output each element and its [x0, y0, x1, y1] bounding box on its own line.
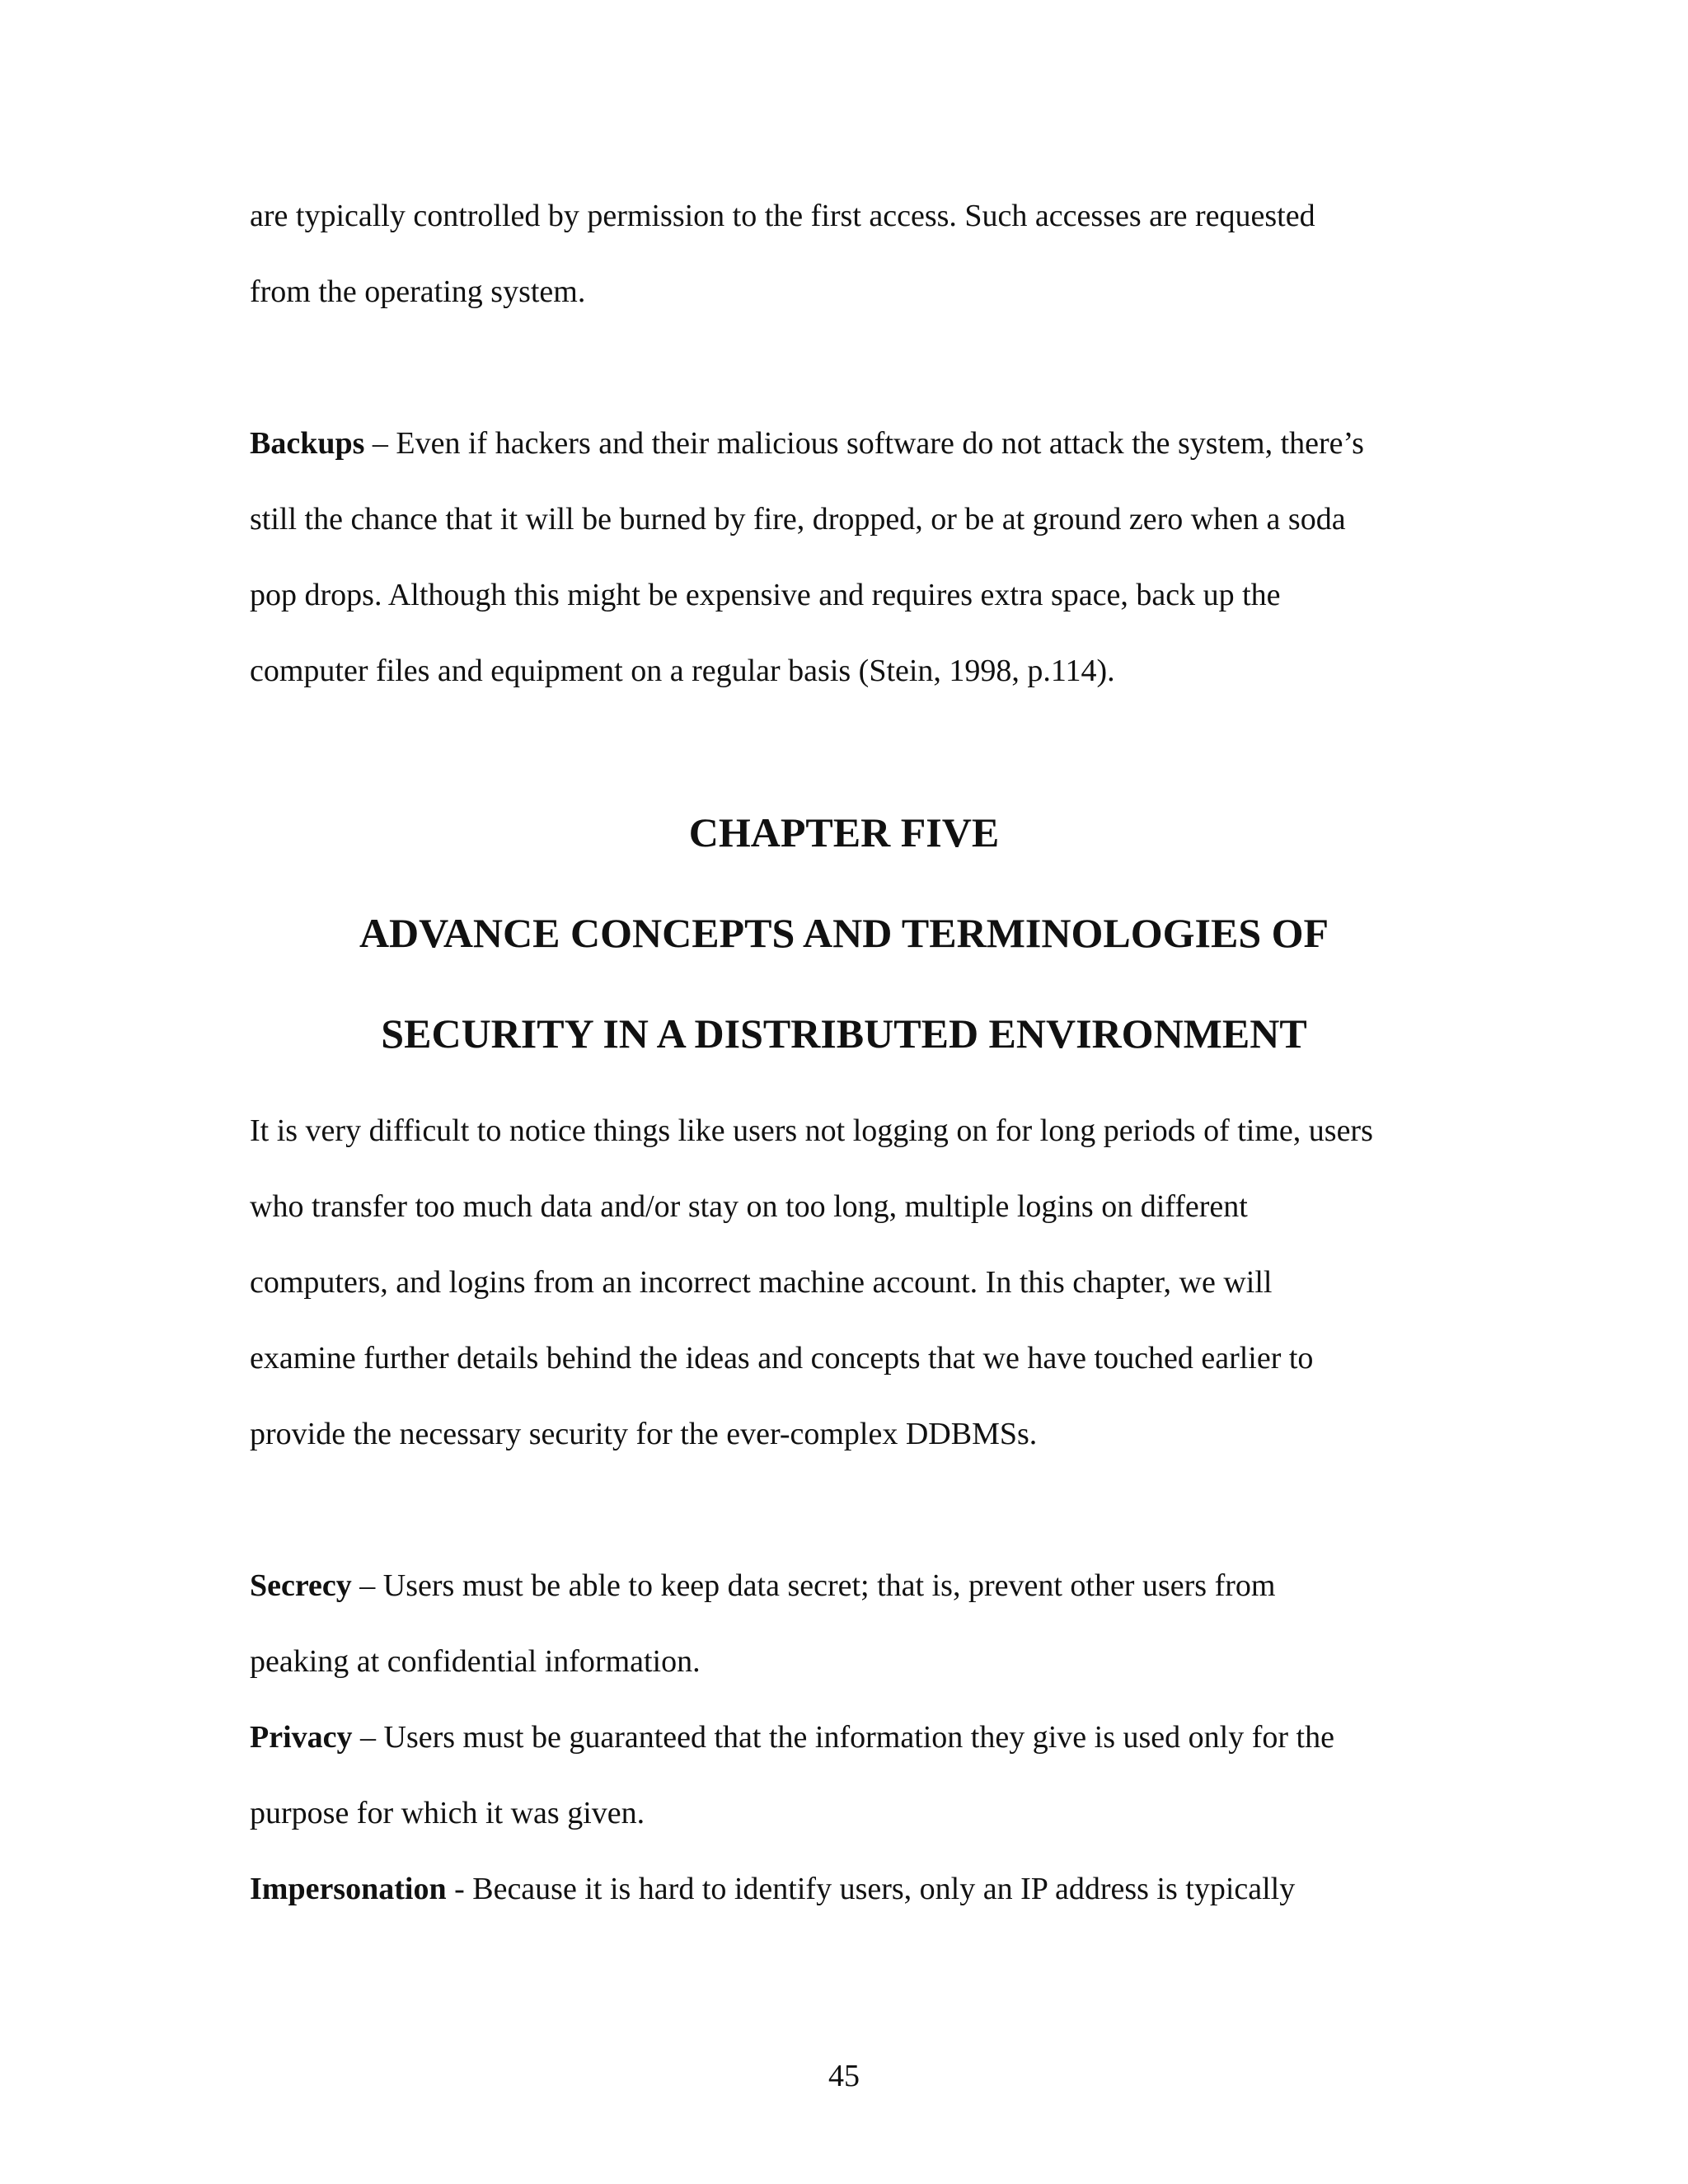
backups-line-1 — [250, 424, 1364, 463]
backups-text: – Even if hackers and their malicious software do not attack the system, there’s — [364, 426, 1364, 461]
backups-term: Backups — [250, 426, 365, 461]
secrecy-term: Secrecy — [250, 1568, 352, 1603]
page-number: 45 — [828, 2059, 860, 2093]
privacy-line-1 — [250, 1718, 1334, 1757]
intro-line-2: who transfer too much data and/or stay on too long, multiple logins on different — [250, 1189, 1248, 1224]
intro-line-4: examine further details behind the ideas and concepts that we have touched earlier to — [250, 1341, 1314, 1376]
continuation-line-2: from the operating system. — [250, 274, 586, 309]
secrecy-line-1 — [250, 1566, 1275, 1605]
privacy-line-2: purpose for which it was given. — [250, 1796, 645, 1830]
intro-line-5: provide the necessary security for the ever-complex DDBMSs. — [250, 1417, 1038, 1451]
intro-line-1: It is very difficult to notice things like users not logging on for long periods of time, users — [250, 1113, 1373, 1148]
privacy-term: Privacy — [250, 1720, 353, 1755]
secrecy-line-2: peaking at confidential information. — [250, 1644, 701, 1679]
intro-line-3: computers, and logins from an incorrect machine account. In this chapter, we will — [250, 1265, 1273, 1300]
chapter-title-line-1: ADVANCE CONCEPTS AND TERMINOLOGIES OF — [359, 910, 1329, 956]
chapter-number: CHAPTER FIVE — [688, 809, 1000, 855]
chapter-title-line-2: SECURITY IN A DISTRIBUTED ENVIRONMENT — [381, 1010, 1307, 1057]
impersonation-line-1 — [250, 1869, 1295, 1909]
backups-line-3: pop drops. Although this might be expensive and requires extra space, back up the — [250, 578, 1281, 612]
impersonation-term: Impersonation — [250, 1872, 447, 1906]
secrecy-text: – Users must be able to keep data secret; that is, prevent other users from — [351, 1568, 1276, 1603]
backups-line-4: computer files and equipment on a regular basis (Stein, 1998, p.114). — [250, 654, 1115, 688]
impersonation-text: - Because it is hard to identify users, only an IP address is typically — [446, 1872, 1296, 1906]
backups-line-2: still the chance that it will be burned by fire, dropped, or be at ground zero when a soda — [250, 502, 1346, 537]
continuation-line-1: are typically controlled by permission to the first access. Such accesses are requested — [250, 199, 1315, 233]
privacy-text: – Users must be guaranteed that the information they give is used only for the — [352, 1720, 1334, 1755]
